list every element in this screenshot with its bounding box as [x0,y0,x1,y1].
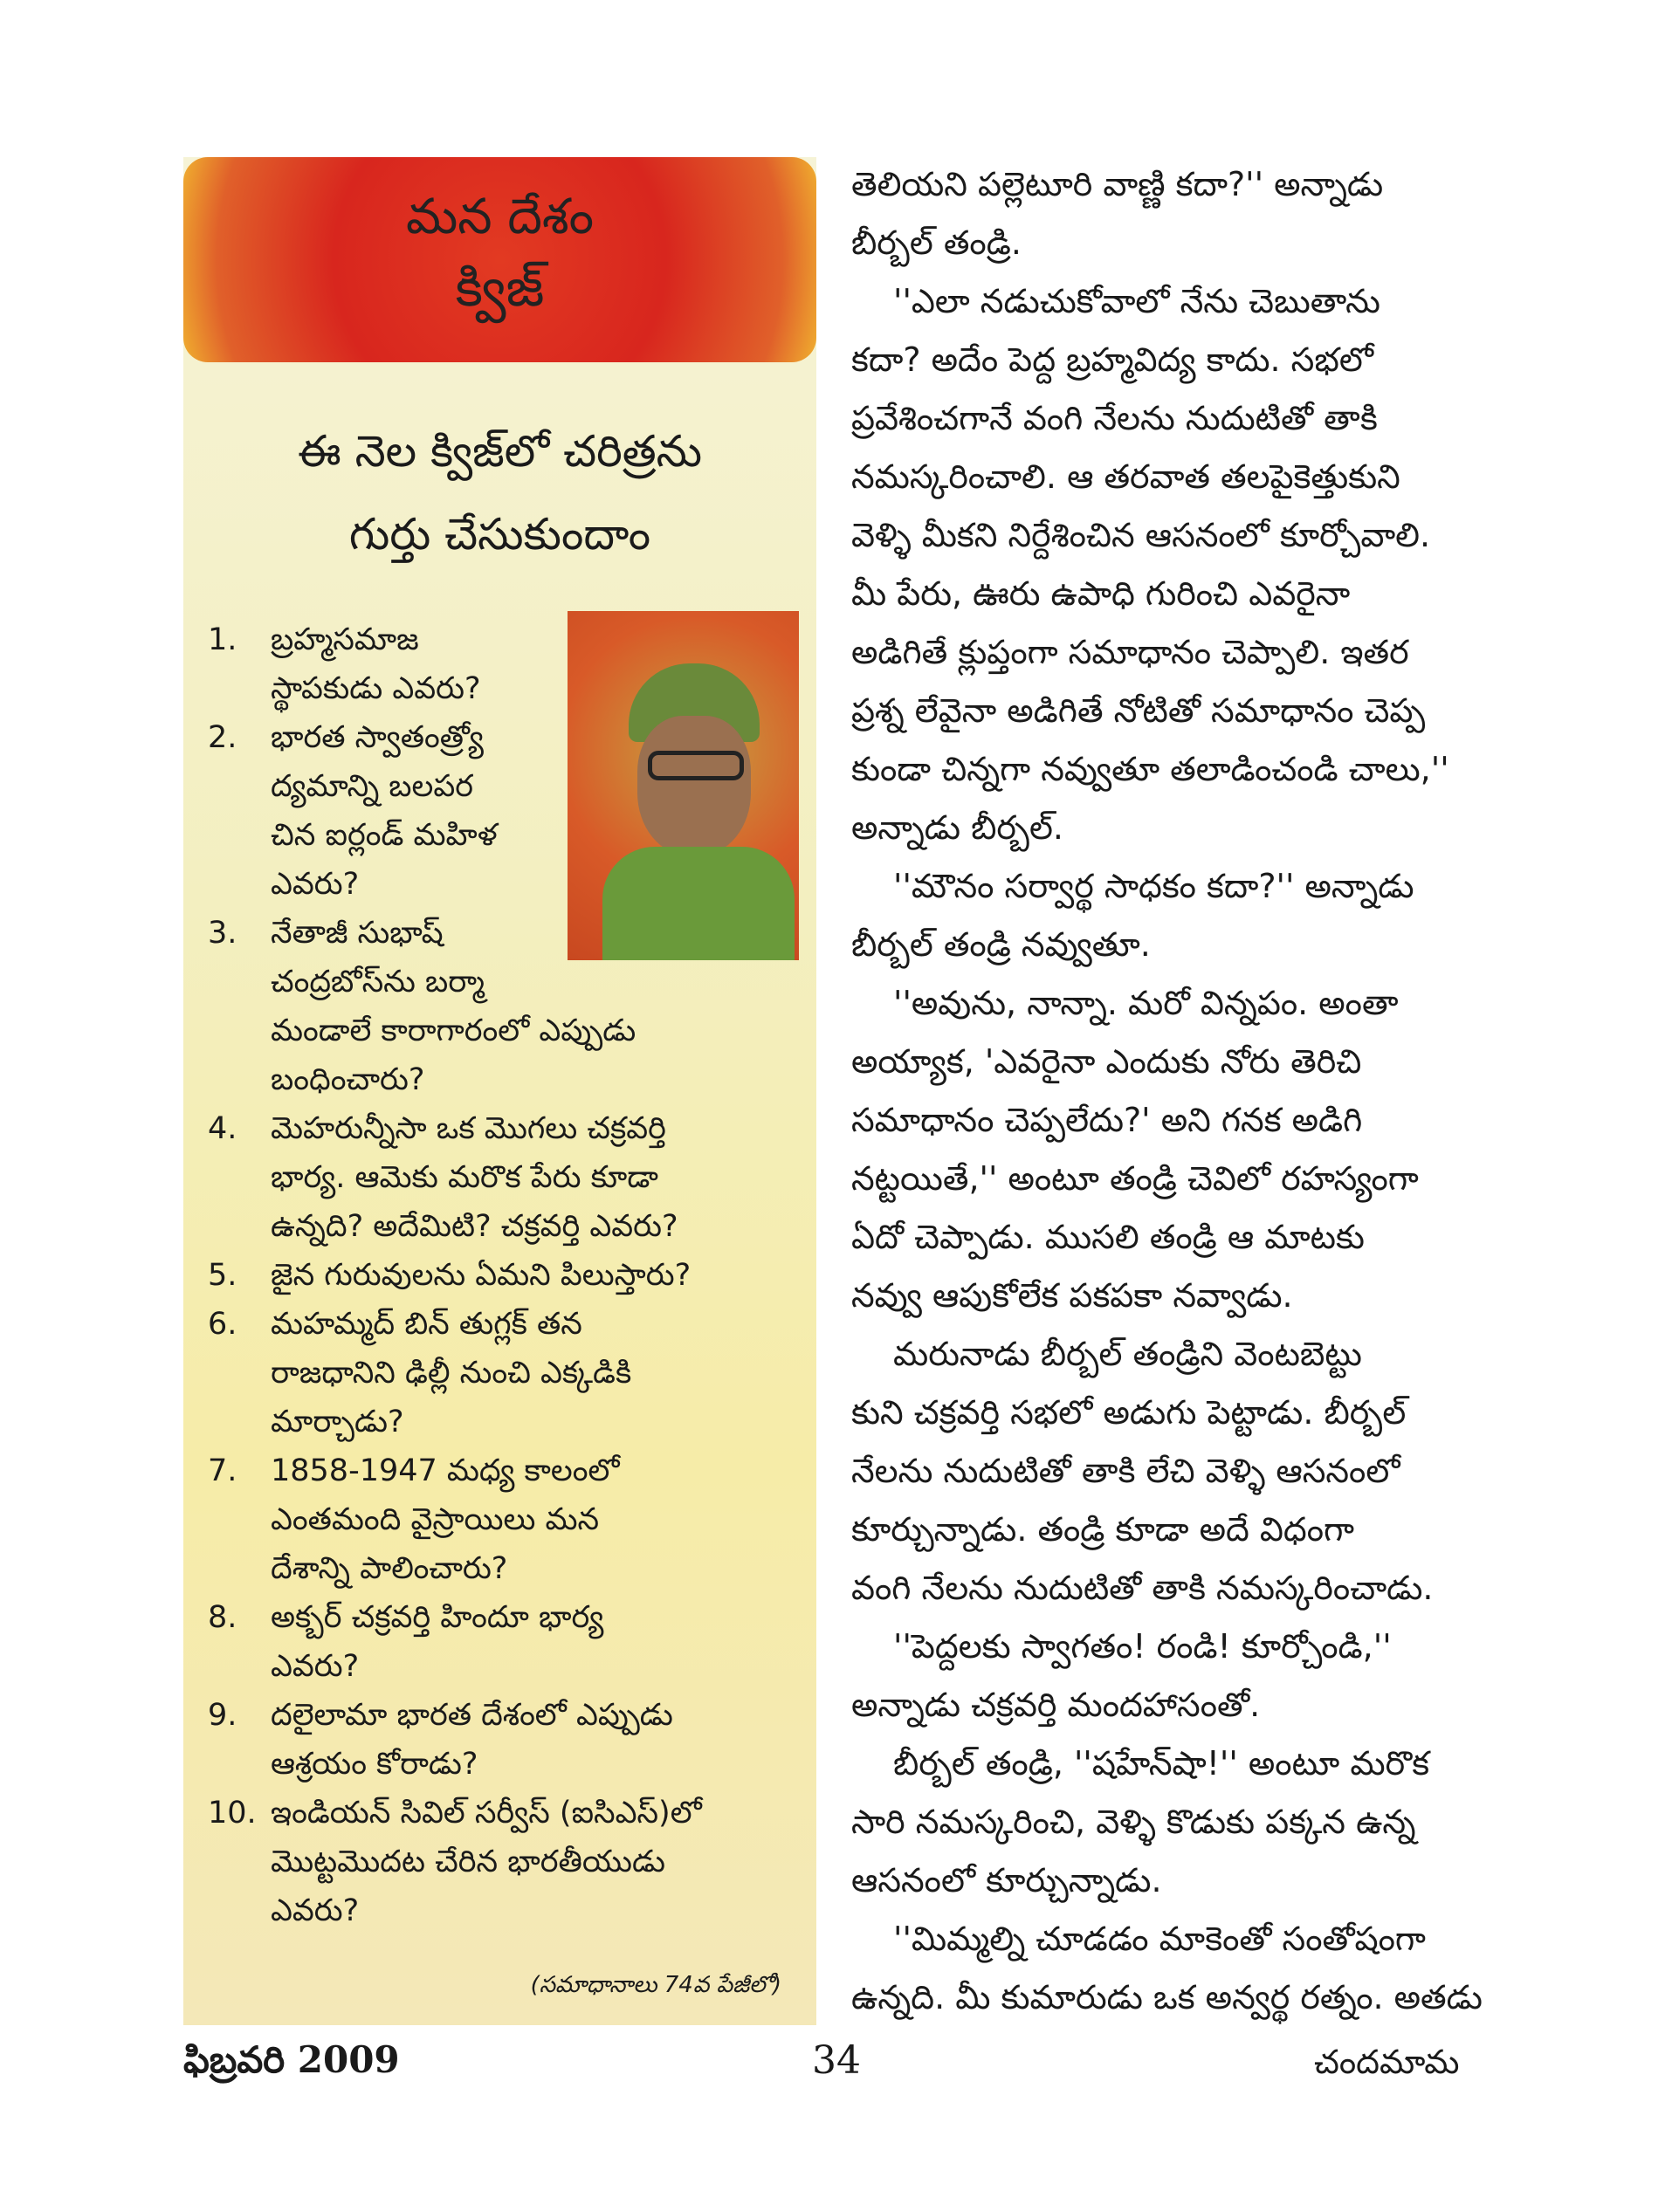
question-text [271,1691,673,1789]
story-line: బీర్బల్ తండ్రి నవ్వుతూ. [851,925,1151,964]
question-text [271,615,481,713]
story-line: వంగి నేలను నుదుటితో తాకి నమస్కరించాడు. [851,1569,1434,1607]
question-list [208,615,810,1935]
question-line: ఎంతమంది వైస్రాయిలు మన [271,1502,600,1537]
question-text [271,1251,691,1300]
question-line: మండాలే కారాగారంలో ఎప్పుడు [271,1013,636,1048]
question-line: ఇండియన్ సివిల్ సర్వీస్ (ఐసిఎస్)లో [271,1796,702,1831]
story-line: కదా? అదేం పెద్ద బ్రహ్మవిద్య కాదు. సభలో [851,340,1373,379]
story-line: నట్టయితే,'' అంటూ తండ్రి చెవిలో రహస్యంగా [851,1159,1419,1198]
story-line: ఆసనంలో కూర్చున్నాడు. [851,1861,1162,1899]
story-line: ప్రవేశించగానే వంగి నేలను నుదుటితో తాకి [851,399,1378,437]
quiz-banner [183,157,816,362]
story-line: ఏదో చెప్పాడు. ముసలి తండ్రి ఆ మాటకు [851,1218,1365,1256]
question-number: 5. [208,1258,237,1293]
quiz-question [208,1593,810,1691]
quiz-heading-line: ఈ నెల క్విజ్‌లో చరిత్రను [297,426,703,477]
question-line: దలైలామా భారత దేశంలో ఎప్పుడు [271,1698,673,1733]
story-line: సారి నమస్కరించి, వెళ్ళి కొడుకు పక్కన ఉన్న [851,1803,1416,1841]
page-number: 34 [812,2038,861,2083]
question-number: 8. [208,1600,237,1635]
answers-note: (సమాధానాలు 74వ పేజీలో) [530,1972,781,1998]
story-line: మరునాడు బీర్బల్ తండ్రిని వెంటబెట్టు [893,1335,1362,1373]
quiz-question [208,1789,810,1935]
question-line: ఉన్నది? అదేమిటి? చక్రవర్తి ఎవరు? [271,1209,678,1244]
story-line: బీర్బల్ తండ్రి, ''షహేన్‌షా!'' అంటూ మరొక [893,1744,1430,1783]
question-line: మెహరున్నీసా ఒక మొగలు చక్రవర్తి [271,1111,666,1146]
question-number: 6. [208,1307,237,1342]
story-line: అయ్యాక, 'ఎవరైనా ఎందుకు నోరు తెరిచి [851,1042,1362,1081]
question-text [271,713,498,909]
question-line: రాజధానిని ఢిల్లీ నుంచి ఎక్కడికి [271,1356,632,1391]
question-line: బ్రహ్మసమాజ [271,622,419,657]
question-line: స్థాపకుడు ఎవరు? [271,671,481,706]
question-line: ఎవరు? [271,1893,360,1928]
story-line: కుని చక్రవర్తి సభలో అడుగు పెట్టాడు. బీర్బల్ [851,1393,1407,1432]
story-line: ''మౌనం సర్వార్థ సాధకం కదా?'' అన్నాడు [893,867,1414,905]
story-line: సమాధానం చెప్పలేదు?' అని గనక అడిగి [851,1101,1363,1139]
question-text [271,909,636,1104]
question-line: మొట్టమొదట చేరిన భారతీయుడు [271,1844,665,1879]
story-line: నమస్కరించాలి. ఆ తరవాత తలపైకెత్తుకుని [851,457,1400,496]
question-line: అక్బర్ చక్రవర్తి హిందూ భార్య [271,1600,604,1635]
story-line: వెళ్ళి మీకని నిర్దేశించిన ఆసనంలో కూర్చోవాలి. [851,516,1431,554]
question-line: ఎవరు? [271,867,360,902]
story-line: ''మిమ్మల్ని చూడడం మాకెంతో సంతోషంగా [893,1920,1426,1958]
question-line: మార్చాడు? [271,1405,404,1439]
question-line: భారత స్వాతంత్ర్యో [271,720,484,755]
story-line: అడిగితే క్లుప్తంగా సమాధానం చెప్పాలి. ఇతర [851,633,1409,671]
story-line: కూర్చున్నాడు. తండ్రి కూడా అదే విధంగా [851,1510,1354,1549]
story-line: ప్రశ్న లేవైనా అడిగితే నోటితో సమాధానం చెప్ప [851,691,1426,730]
quiz-question [208,1300,810,1446]
quiz-question [208,1691,810,1789]
question-number: 4. [208,1111,237,1146]
question-line: భార్య. ఆమెకు మరొక పేరు కూడా [271,1160,658,1195]
story-line: ''అవును, నాన్నా. మరో విన్నపం. అంతా [893,984,1399,1022]
question-number: 9. [208,1698,237,1733]
question-line: ద్యమాన్ని బలపర [271,769,474,804]
story-line: బీర్బల్ తండ్రి. [851,223,1022,262]
question-line: నేతాజీ సుభాష్ [271,916,444,951]
question-line: మహమ్మద్ బిన్ తుగ్లక్ తన [271,1307,582,1342]
question-number: 2. [208,720,237,755]
question-line: 1858-1947 మధ్య కాలంలో [271,1453,620,1488]
story-line: నేలను నుదుటితో తాకి లేచి వెళ్ళి ఆసనంలో [851,1452,1400,1490]
question-number: 7. [208,1453,237,1488]
story-line: కుండా చిన్నగా నవ్వుతూ తలాడించండి చాలు,'' [851,750,1449,788]
story-line: ఉన్నది. మీ కుమారుడు ఒక అన్వర్థ రత్నం. అతడు [851,1978,1483,2016]
story-line: అన్నాడు బీర్బల్. [851,808,1064,847]
story-line: మీ పేరు, ఊరు ఉపాధి గురించి ఎవరైనా [851,574,1351,613]
question-number: 10. [208,1796,257,1831]
question-line: దేశాన్ని పాలించారు? [271,1551,508,1586]
question-number: 3. [208,916,237,951]
story-line: అన్నాడు చక్రవర్తి మందహాసంతో. [851,1686,1261,1724]
question-number: 1. [208,622,237,657]
issue-date: ఫిబ్రవరి 2009 [183,2038,400,2081]
story-line: ''పెద్దలకు స్వాగతం! రండి! కూర్చోండి,'' [893,1627,1392,1666]
question-line: బంధించారు? [271,1062,425,1097]
quiz-heading-line: గుర్తు చేసుకుందాం [348,509,651,560]
quiz-question [208,1251,810,1300]
question-line: ఆశ్రయం కోరాడు? [271,1747,478,1782]
question-line: చిన ఐర్లండ్ మహిళ [271,818,498,853]
question-text [271,1593,603,1691]
question-line: చంద్రబోస్‌ను బర్మా [271,965,485,1000]
quiz-question [208,713,810,909]
quiz-heading [183,410,816,576]
story-line: తెలియని పల్లెటూరి వాణ్ణి కదా?'' అన్నాడు [851,165,1384,203]
story-line: ''ఎలా నడుచుకోవాలో నేను చెబుతాను [893,282,1380,320]
question-text [271,1789,702,1935]
story-line: నవ్వు ఆపుకోలేక పకపకా నవ్వాడు. [851,1276,1293,1315]
banner-title: మన దేశం [405,189,595,245]
story-column [851,155,1484,2027]
question-text [271,1104,678,1251]
question-text [271,1300,631,1446]
question-line: జైన గురువులను ఏమని పిలుస్తారు? [271,1258,692,1293]
quiz-question [208,909,810,1104]
quiz-question [208,1104,810,1251]
question-line: ఎవరు? [271,1649,360,1684]
question-text [271,1446,619,1593]
magazine-name: చందమామ [1314,2043,1460,2081]
quiz-box [183,157,816,2025]
banner-subtitle: క్విజ్ [455,258,545,319]
quiz-question [208,1446,810,1593]
quiz-question [208,615,810,713]
